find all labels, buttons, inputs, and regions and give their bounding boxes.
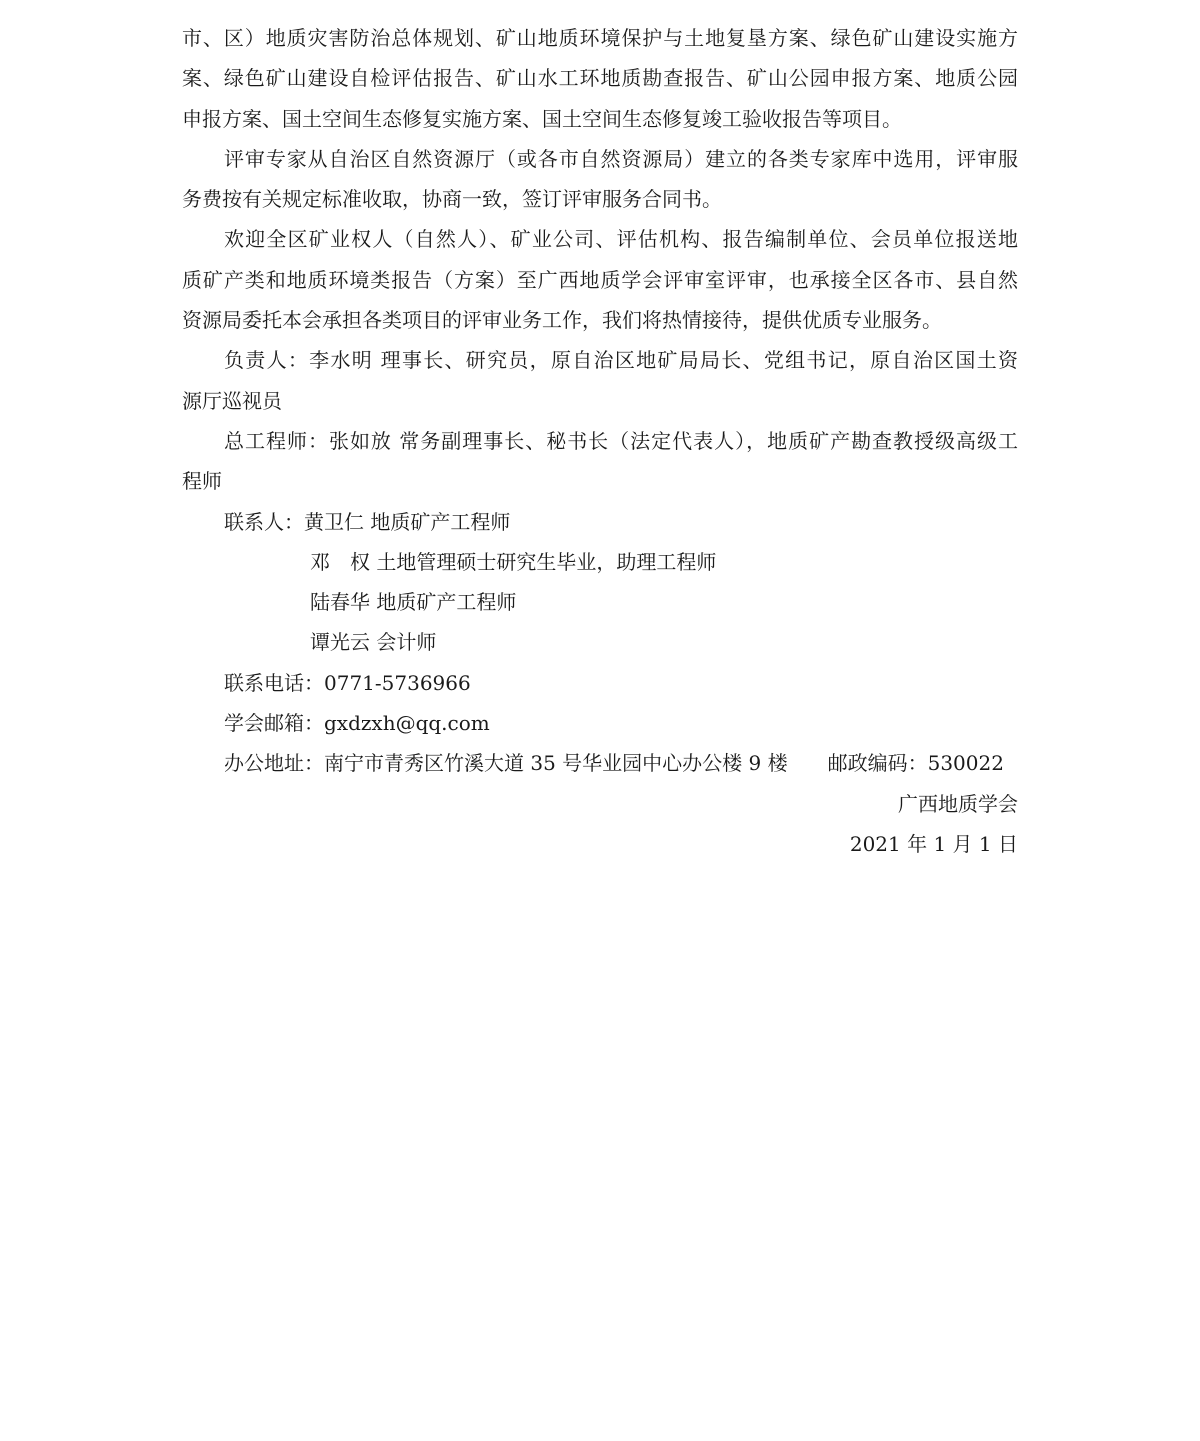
leader-line-2: 源厅巡视员: [182, 388, 282, 413]
chief-engineer-line-1: 总工程师：张如放 常务副理事长、秘书长（法定代表人），地质矿产勘查教授级高级工: [224, 428, 1018, 453]
paragraph-2-line-2: 务费按有关规定标准收取，协商一致，签订评审服务合同书。: [182, 187, 722, 212]
contact-phone: 联系电话：0771-5736966: [224, 670, 471, 695]
paragraph-1-line-3: 申报方案、国土空间生态修复实施方案、国土空间生态修复竣工验收报告等项目。: [182, 106, 902, 131]
paragraph-1-line-1: 市、区）地质灾害防治总体规划、矿山地质环境保护与土地复垦方案、绿色矿山建设实施方: [182, 26, 1018, 50]
paragraph-2-line-1: 评审专家从自治区自然资源厅（或各市自然资源局）建立的各类专家库中选用，评审服: [224, 146, 1018, 171]
signature-organization: 广西地质学会: [898, 791, 1018, 816]
chief-engineer-line-2: 程师: [182, 469, 222, 494]
document-page: [182, 18, 1018, 864]
contact-second: 邓 权 土地管理硕士研究生毕业，助理工程师: [310, 549, 717, 574]
contact-third: 陆春华 地质矿产工程师: [310, 590, 517, 615]
paragraph-3-line-2: 质矿产类和地质环境类报告（方案）至广西地质学会评审室评审，也承接全区各市、县自然: [182, 267, 1018, 292]
office-address: 办公地址：南宁市青秀区竹溪大道 35 号华业园中心办公楼 9 楼 邮政编码：530022: [224, 751, 1004, 776]
contact-primary: 联系人：黄卫仁 地质矿产工程师: [224, 509, 511, 534]
leader-line-1: 负责人：李水明 理事长、研究员，原自治区地矿局局长、党组书记，原自治区国土资: [224, 348, 1018, 373]
paragraph-1-line-2: 案、绿色矿山建设自检评估报告、矿山水工环地质勘查报告、矿山公园申报方案、地质公园: [182, 66, 1018, 91]
contact-email: 学会邮箱：gxdzxh@qq.com: [224, 711, 490, 736]
signature-date: 2021 年 1 月 1 日: [849, 831, 1018, 856]
paragraph-3-line-3: 资源局委托本会承担各类项目的评审业务工作，我们将热情接待，提供优质专业服务。: [182, 308, 942, 333]
contact-fourth: 谭光云 会计师: [310, 630, 437, 655]
paragraph-3-line-1: 欢迎全区矿业权人（自然人）、矿业公司、评估机构、报告编制单位、会员单位报送地: [224, 227, 1018, 252]
